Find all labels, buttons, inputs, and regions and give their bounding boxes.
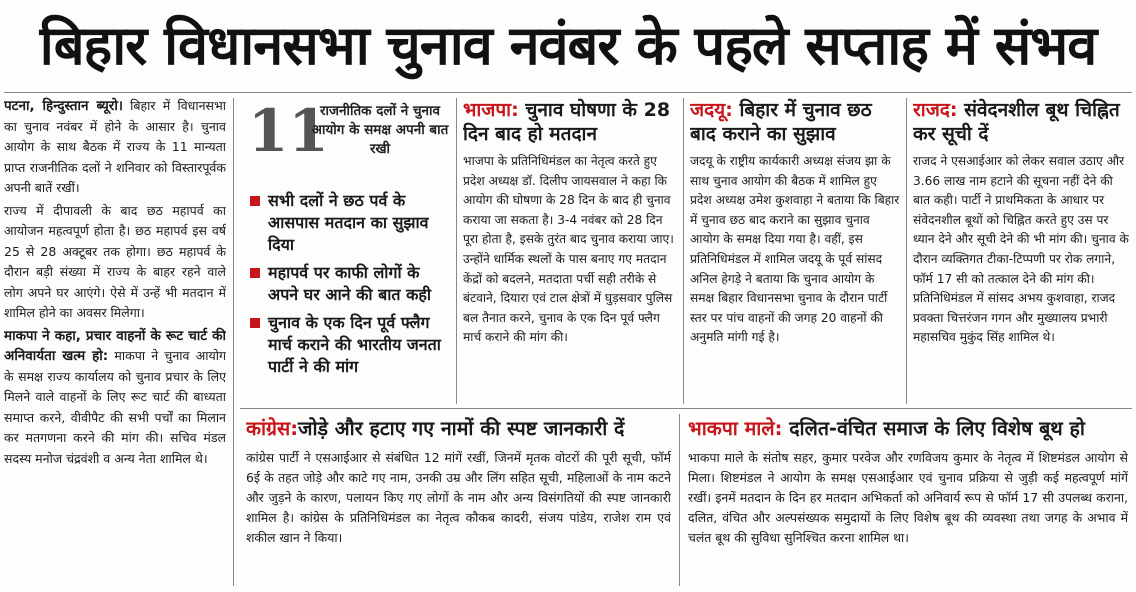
page-headline: बिहार विधानसभा चुनाव नवंबर के पहले सप्ताह में संभव [39, 14, 1097, 77]
lead-para-1 [4, 96, 226, 199]
cpiml-column [688, 416, 1128, 586]
bjp-heading [463, 98, 678, 146]
party-label: जदयू: [690, 99, 733, 121]
party-label: कांग्रेस: [246, 417, 299, 440]
column-title: जोड़े और हटाए गए नामों की स्पष्ट जानकारी दें [298, 417, 625, 440]
column-divider-4 [906, 98, 907, 404]
headline-rule [4, 92, 1132, 93]
congress-heading [246, 416, 671, 442]
dateline: पटना, हिन्दुस्तान ब्यूरो। [4, 98, 123, 114]
big-number: 11 [248, 97, 329, 165]
bjp-column [463, 98, 678, 398]
jdu-column [690, 98, 900, 398]
column-title: बिहार में चुनाव छठ बाद कराने का सुझाव [690, 99, 872, 145]
highlight-bullets [248, 190, 448, 384]
big-number-caption: राजनीतिक दलों ने चुनाव आयोग के समक्ष अपनी बात रखी [311, 103, 449, 157]
bottom-rule [240, 408, 1132, 409]
square-bullet-icon [250, 196, 260, 206]
congress-column [246, 416, 671, 586]
square-bullet-icon [250, 268, 260, 278]
column-divider-5 [679, 414, 680, 586]
cpiml-heading [688, 416, 1128, 442]
lead-para-3 [4, 326, 226, 470]
column-divider-1 [233, 98, 234, 586]
highlight-bullet: चुनाव के एक दिन पूर्व फ्लैग मार्च कराने की भारतीय जनता पार्टी ने की मांग [248, 312, 448, 378]
lead-subhead: माकपा ने कहा, प्रचार वाहनों के रूट चार्ट की अनिवार्यता खत्म हो: [4, 327, 226, 364]
column-title: संवेदनशील बूथ चिह्नित कर सूची दें [913, 99, 1120, 145]
square-bullet-icon [250, 318, 260, 328]
column-body: राजद ने एसआईआर को लेकर सवाल उठाए और 3.66 लाख नाम हटाने की सूचना नहीं देने की बात कही। पार्टी ने प्राथमिकता के आधार पर संवेदनशील बूथों को चिह्नित करते हुए उस पर ध्यान देने और सूची देने की भी मांग की। चुनाव के दौरान व्यक्तिगत टीका-टिप्पणी पर रोक लगाने, फॉर्म 17 सी को तत्काल देने की मांग की। प्रतिनिधिमंडल में सांसद अभय कुशवाहा, राजद प्रवक्ता चित्तरंजन गगन और मुख्यालय प्रभारी महासचिव मुकुंद सिंह शामिल थे। [913, 154, 1129, 345]
party-label: भाकपा माले: [688, 417, 783, 440]
lead-text-3: माकपा ने चुनाव आयोग के समक्ष राज्य कार्यालय को चुनाव प्रचार के लिए मिलने वाले वाहनों के लिए रूट चार्ट की बाध्यता समाप्त करने, वीवीपैट की सभी पर्चों का मिलान कर मतगणना करने की मांग की। सचिव मंडल सदस्य मनोज चंद्रवंशी व अन्य नेता शामिल थे। [4, 348, 226, 466]
lead-text-2: राज्य में दीपावली के बाद छठ महापर्व का आयोजन महत्वपूर्ण होता है। छठ महापर्व इस वर्ष 25 से 28 अक्टूबर तक होगा। छठ महापर्व के दौरान बड़ी संख्या में राज्य के बाहर रहने वाले लोग अपने घर आएंगे। ऐसे में उन्हें भी मतदान में शामिल होने का अवसर मिलेगा। [4, 202, 226, 320]
column-title: चुनाव घोषणा के 28 दिन बाद हो मतदान [463, 99, 671, 145]
highlight-bullet: सभी दलों ने छठ पर्व के आसपास मतदान का सुझाव दिया [248, 190, 448, 256]
column-body: जदयू के राष्ट्रीय कार्यकारी अध्यक्ष संजय झा के साथ चुनाव आयोग की बैठक में शामिल हुए प्रदेश अध्यक्ष उमेश कुशवाहा ने बताया कि बिहार में चुनाव छठ बाद कराने का सुझाव चुनाव आयोग के समक्ष दिया गया है। वहीं, इस प्रतिनिधिमंडल में शामिल जदयू के पूर्व सांसद अनिल हेगड़े ने बताया कि चुनाव आयोग के समक्ष बिहार विधानसभा चुनाव के दौरान पार्टी स्तर पर पांच वाहनों की जगह 20 वाहनों की अनुमति मांगी गई है। [690, 154, 900, 345]
party-label: राजद: [913, 99, 958, 121]
lead-column [4, 96, 226, 586]
column-title: दलित-वंचित समाज के लिए विशेष बूथ हो [789, 417, 1085, 440]
highlight-bullet: महापर्व पर काफी लोगों के अपने घर आने की बात कही [248, 262, 448, 306]
highlight-box [248, 97, 449, 400]
column-divider-3 [683, 98, 684, 404]
column-body: भाकपा माले के संतोष सहर, कुमार परवेज और रणविजय कुमार के नेतृत्व में शिष्टमंडल आयोग से मिला। शिष्टमंडल ने आयोग के समक्ष एसआईआर एवं चुनाव प्रक्रिया से जुड़ी कई महत्वपूर्ण मांगें रखीं। इनमें मतदान के दिन हर मतदान अभिकर्ता को अनिवार्य रूप से फॉर्म 17 सी उपलब्ध कराना, दलित, वंचित और अल्पसंख्यक समुदायों के लिए विशेष बूथ की व्यवस्था तथा जगह के अभाव में चलंत बूथ की सुविधा सुनिश्चित करना शामिल था। [688, 450, 1128, 545]
jdu-heading [690, 98, 900, 146]
lead-text-1: बिहार में विधानसभा का चुनाव नवंबर में होने के आसार है। चुनाव आयोग के साथ बैठक में राज्य के 11 मान्यता प्राप्त राजनीतिक दलों ने शनिवार को विस्तारपूर्वक अपनी बातें रखीं। [4, 98, 226, 195]
rjd-heading [913, 98, 1129, 146]
party-label: भाजपा: [463, 99, 519, 121]
column-divider-2 [456, 98, 457, 404]
column-body: कांग्रेस पार्टी ने एसआईआर से संबंधित 12 मांगें रखीं, जिनमें मृतक वोटरों की पूरी सूची, फॉर्म 6ई के तहत जोड़े और काटे गए नाम, उनकी उम्र और लिंग सहित सूची, महिलाओं के नाम कटने और जुड़ने के कारण, पलायन किए गए लोगों के नाम और अन्य विसंगतियों की स्पष्ट जानकारी शामिल है। कांग्रेस के प्रतिनिधिमंडल का नेतृत्व कौकब कादरी, संजय पांडेय, राजेश राम एवं शकील खान ने किया। [246, 450, 671, 545]
rjd-column [913, 98, 1129, 398]
column-body: भाजपा के प्रतिनिधिमंडल का नेतृत्व करते हुए प्रदेश अध्यक्ष डॉ. दिलीप जायसवाल ने कहा कि आयोग की घोषणा के 28 दिन के बाद ही चुनाव कराया जा सकता है। 3-4 नवंबर को 28 दिन पूरा होता है, इसके तुरंत बाद चुनाव कराया जाए। उन्होंने धार्मिक स्थलों के पास बनाए गए मतदान केंद्रों को बदलने, मतदाता पर्ची सही तरीके से बंटवाने, दियारा एवं टाल क्षेत्रों में घुड़सवार पुलिस बल तैनात करने, चुनाव के एक दिन पूर्व फ्लैग मार्च कराने की मांग की। [463, 154, 674, 345]
